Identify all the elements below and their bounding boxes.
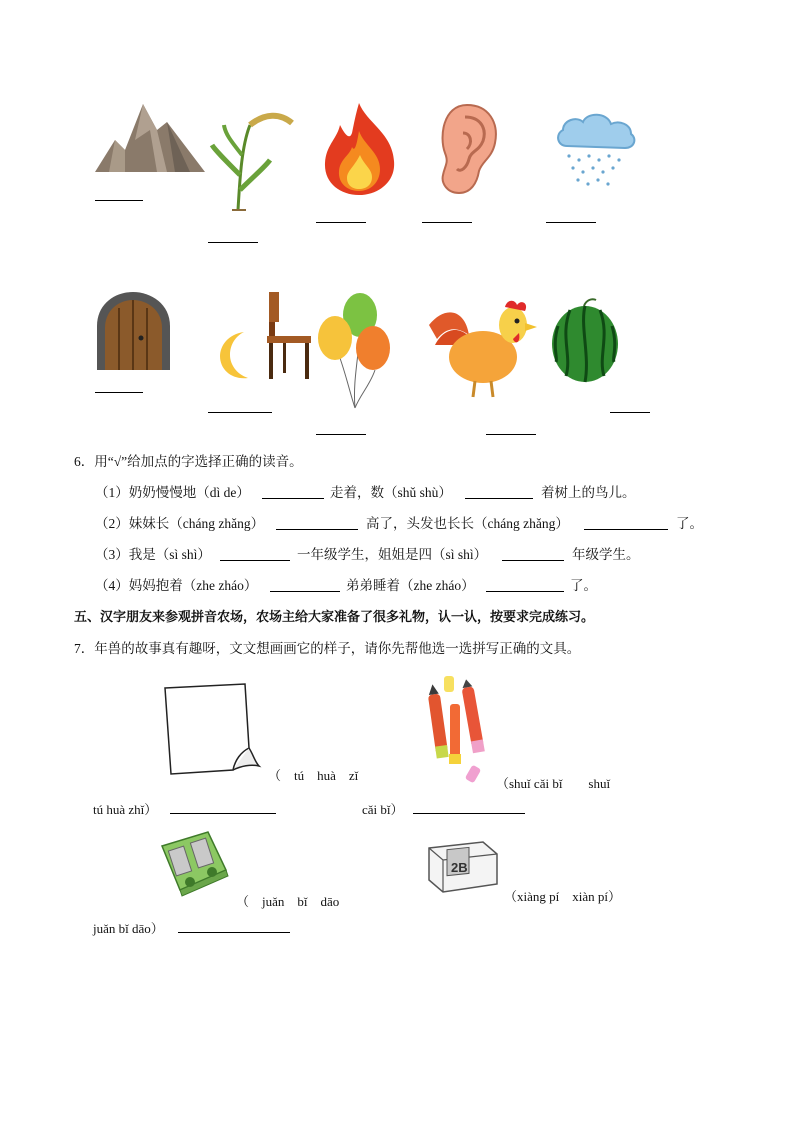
q6-item-text: 妈妈抱着（zhe zháo） xyxy=(128,578,258,593)
answer-blank-fire[interactable] xyxy=(316,222,366,223)
door-picture xyxy=(95,290,172,370)
q6-item-text: 我是（sì shì） xyxy=(128,547,211,562)
q6-1-blank-1[interactable] xyxy=(262,498,324,499)
mountain-picture xyxy=(95,100,205,172)
q7-title: 7．年兽的故事真有趣呀，文文想画画它的样子，请你先帮他选一选拼写正确的文具。 xyxy=(74,641,581,656)
q6-3-blank-2[interactable] xyxy=(502,560,564,561)
sharpener-answer-blank[interactable] xyxy=(178,932,290,933)
q6-item-2-end: 了。 xyxy=(676,516,703,531)
answer-blank-door[interactable] xyxy=(95,392,143,393)
answer-blank-mountain[interactable] xyxy=(95,200,143,201)
answer-blank-watermelon[interactable] xyxy=(610,412,650,413)
markers-pinyin-2: cǎi bǐ） xyxy=(362,802,404,817)
moon-picture xyxy=(218,330,258,380)
answer-blank-moon-chair[interactable] xyxy=(208,412,272,413)
sharpener-picture xyxy=(158,828,230,898)
q6-item-number: （1） xyxy=(95,485,129,500)
q6-item-text: 奶奶慢慢地（dì de） xyxy=(128,485,250,500)
fire-picture xyxy=(322,103,397,195)
section-5-title: 五、汉字朋友来参观拼音农场，农场主给大家准备了很多礼物，认一认，按要求完成练习。 xyxy=(74,609,595,624)
paper-pinyin-2: tú huà zhǐ） xyxy=(93,802,158,817)
q6-2-blank-1[interactable] xyxy=(276,529,358,530)
q6-1-blank-2[interactable] xyxy=(465,498,533,499)
sharpener-pinyin-2: juǎn bǐ dāo） xyxy=(93,921,164,936)
eraser-label: 2B xyxy=(451,860,468,875)
watermelon-picture xyxy=(550,296,620,386)
eraser-picture xyxy=(425,838,501,896)
balloons-picture xyxy=(315,290,395,410)
markers-answer-blank[interactable] xyxy=(413,813,525,814)
answer-blank-rooster[interactable] xyxy=(486,434,536,435)
eraser-pinyin-1: （xiàng pí xiàn pí） xyxy=(504,889,621,904)
rooster-picture xyxy=(425,295,540,400)
q6-item-4-mid: 弟弟睡着（zhe zháo） xyxy=(346,578,475,593)
q6-item-3 xyxy=(95,546,211,564)
answer-blank-rain[interactable] xyxy=(546,222,596,223)
markers-pinyin-1: （shuǐ cǎi bǐ shuǐ xyxy=(496,776,611,791)
q6-item-4-end: 了。 xyxy=(570,578,597,593)
q6-item-3-mid: 一年级学生，姐姐是四（sì shì） xyxy=(297,547,488,562)
q6-item-text: 妹妹长（cháng zhǎng） xyxy=(128,516,265,531)
q6-item-1-end: 着树上的鸟儿。 xyxy=(541,485,636,500)
answer-blank-ear[interactable] xyxy=(422,222,472,223)
q6-item-number: （2） xyxy=(95,516,129,531)
q6-item-1 xyxy=(95,484,250,502)
chair-picture xyxy=(263,290,313,380)
q6-item-2 xyxy=(95,515,264,533)
ear-picture xyxy=(437,103,499,195)
paper-pinyin-1: （ tú huà zǐ xyxy=(268,768,359,783)
q6-item-1-mid: 走着，数（shǔ shù） xyxy=(330,485,452,500)
q6-item-4 xyxy=(95,577,257,595)
q6-item-3-end: 年级学生。 xyxy=(572,547,640,562)
rice-plant-picture xyxy=(210,105,295,210)
q6-3-blank-1[interactable] xyxy=(220,560,290,561)
paper-picture xyxy=(163,682,263,776)
q6-4-blank-2[interactable] xyxy=(486,591,564,592)
q6-4-blank-1[interactable] xyxy=(270,591,340,592)
q6-title: 6．用“√”给加点的字选择正确的读音。 xyxy=(74,454,303,469)
q6-item-number: （3） xyxy=(95,547,129,562)
paper-answer-blank[interactable] xyxy=(170,813,276,814)
q6-item-2-mid: 高了，头发也长长（cháng zhǎng） xyxy=(366,516,569,531)
answer-blank-balloons[interactable] xyxy=(316,434,366,435)
q6-2-blank-2[interactable] xyxy=(584,529,668,530)
markers-picture xyxy=(428,674,496,786)
rain-cloud-picture xyxy=(553,112,637,187)
answer-blank-rice[interactable] xyxy=(208,242,258,243)
sharpener-pinyin-1: （ juǎn bǐ dāo xyxy=(236,894,340,909)
q6-item-number: （4） xyxy=(95,578,129,593)
